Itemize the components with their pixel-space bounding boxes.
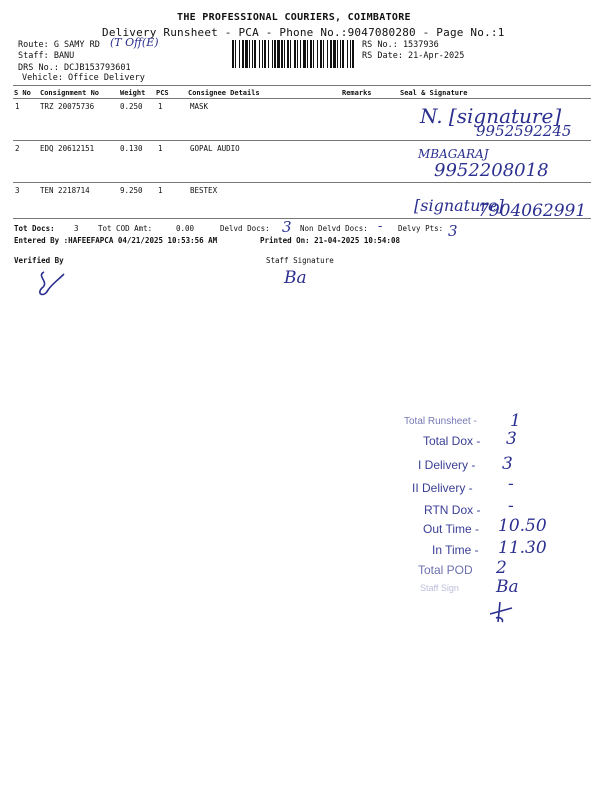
row2-consignment: EDQ 20612151 [40, 144, 95, 153]
tot-docs-label: Tot Docs: [14, 224, 55, 233]
barcode-bar [317, 40, 318, 68]
non-delvd-label: Non Delvd Docs: [300, 224, 368, 233]
entered-by: Entered By :HAFEEFAPCA 04/21/2025 10:53:56 AM [14, 236, 218, 245]
barcode-bar [249, 40, 250, 68]
barcode-bar [330, 40, 332, 68]
row2-signature-name: MBAGARAJ [418, 147, 489, 161]
delvd-value: 3 [282, 218, 292, 236]
barcode-bar [313, 40, 314, 68]
summary-label-staff-sign: Staff Sign [420, 583, 459, 593]
barcode-bar [333, 40, 336, 68]
summary-value-out-time: 10.50 [498, 516, 547, 536]
barcode-bar [284, 40, 285, 68]
row3-consignee: BESTEX [190, 186, 218, 195]
barcode-bar [274, 40, 276, 68]
summary-label-total-dox: Total Dox - [423, 434, 481, 448]
barcode-bar [337, 40, 338, 68]
barcode-bar [239, 40, 240, 68]
barcode-bar [297, 40, 298, 68]
barcode-bar [242, 40, 244, 68]
row3-pcs: 1 [158, 186, 163, 195]
col-consignee: Consignee Details [188, 89, 260, 97]
row2-signature-phone: 9952208018 [434, 160, 549, 181]
table-bottom-rule [13, 218, 591, 219]
barcode-bar [252, 40, 253, 68]
barcode-bar [342, 40, 344, 68]
row3-signature-name: [signature] [414, 196, 504, 215]
barcode-bar [294, 40, 296, 68]
barcode-bar [327, 40, 328, 68]
summary-label-second-delivery: II Delivery - [412, 481, 473, 495]
barcode-bar [347, 40, 348, 68]
row2-consignee: GOPAL AUDIO [190, 144, 240, 153]
row3-signature-phone: 7904062991 [478, 201, 587, 221]
summary-value-rtn-dox: - [508, 496, 514, 516]
summary-signature-mark [486, 598, 516, 624]
delvy-pts-label: Delvy Pts: [398, 224, 444, 233]
barcode-bar [300, 40, 301, 68]
cod-value: 0.00 [176, 224, 195, 233]
row1-pcs: 1 [158, 102, 163, 111]
barcode-bar [272, 40, 273, 68]
verified-signature [30, 268, 66, 300]
summary-label-out-time: Out Time - [423, 522, 480, 536]
barcode-bar [262, 40, 263, 68]
barcode-bar [245, 40, 248, 68]
staff-name: Staff: BANU [18, 51, 75, 61]
summary-value-runsheet: 1 [510, 411, 521, 431]
tot-docs-value: 3 [74, 224, 79, 233]
col-consignment: Consignment No [40, 89, 100, 97]
barcode-bar [303, 40, 306, 68]
staff-signature-label: Staff Signature [266, 256, 334, 265]
delvd-label: Delvd Docs: [220, 224, 270, 233]
barcode-bar [268, 40, 269, 68]
barcode-bar [259, 40, 260, 68]
col-weight: Weight [120, 89, 146, 97]
row1-consignment: TRZ 20075736 [40, 102, 95, 111]
row1-sno: 1 [15, 102, 20, 111]
row3-weight: 9.250 [120, 186, 143, 195]
row2-rule [13, 182, 591, 183]
cod-label: Tot COD Amt: [98, 224, 153, 233]
barcode-bar [277, 40, 280, 68]
rs-date: RS Date: 21-Apr-2025 [362, 51, 465, 61]
route-handwritten-note: (T Off(E) [110, 36, 159, 49]
row1-signature-phone: 9952592245 [476, 122, 572, 140]
row3-sno: 3 [15, 186, 20, 195]
staff-signature: Ba [284, 268, 307, 288]
summary-label-first-delivery: I Delivery - [418, 458, 476, 472]
barcode-bar [307, 40, 308, 68]
row2-sno: 2 [15, 144, 20, 153]
barcode-bar [352, 40, 354, 68]
drs-number: DRS No.: DCJB153793601 [18, 63, 131, 73]
table-header-rule [13, 98, 591, 99]
company-name: THE PROFESSIONAL COURIERS, COIMBATORE [177, 12, 411, 23]
delvy-pts-value: 3 [448, 222, 458, 240]
summary-value-second-delivery: - [508, 474, 514, 494]
barcode-bar [320, 40, 322, 68]
col-remarks: Remarks [342, 89, 372, 97]
summary-value-staff-sign: Ba [496, 577, 519, 597]
summary-value-total-dox: 3 [506, 429, 517, 449]
barcode-bar [290, 40, 291, 68]
summary-label-runsheet: Total Runsheet - [404, 416, 477, 427]
barcode-bar [323, 40, 324, 68]
row1-weight: 0.250 [120, 102, 143, 111]
barcode-bar [254, 40, 256, 68]
summary-label-rtn-dox: RTN Dox - [424, 503, 481, 517]
row3-consignment: TEN 2218714 [40, 186, 90, 195]
col-sno: S No [14, 89, 31, 97]
row2-pcs: 1 [158, 144, 163, 153]
row1-rule [13, 140, 591, 141]
summary-label-total-pod: Total POD [418, 563, 473, 577]
barcode-bar [350, 40, 351, 68]
barcode [232, 40, 354, 68]
summary-label-in-time: In Time - [432, 543, 479, 557]
barcode-bar [232, 40, 234, 68]
runsheet-title: Delivery Runsheet - PCA - Phone No.:9047080280 - Page No.:1 [102, 26, 505, 39]
rs-number: RS No.: 1537936 [362, 40, 439, 50]
barcode-bar [281, 40, 283, 68]
summary-value-first-delivery: 3 [502, 454, 513, 474]
table-top-rule [13, 85, 591, 86]
vehicle: Vehicle: Office Delivery [22, 73, 145, 83]
row1-consignee: MASK [190, 102, 209, 111]
verified-by-label: Verified By [14, 256, 64, 265]
summary-value-total-pod: 2 [496, 558, 507, 578]
printed-on: Printed On: 21-04-2025 10:54:08 [260, 236, 400, 245]
barcode-bar [235, 40, 236, 68]
barcode-bar [287, 40, 289, 68]
non-delvd-value: - [378, 219, 383, 234]
col-seal-signature: Seal & Signature [400, 89, 468, 97]
route: Route: G SAMY RD [18, 40, 100, 50]
summary-value-in-time: 11.30 [498, 538, 547, 558]
row1-signature-name: N. [signature] [420, 104, 562, 128]
row2-weight: 0.130 [120, 144, 143, 153]
col-pcs: PCS [156, 89, 169, 97]
barcode-bar [310, 40, 312, 68]
barcode-bar [340, 40, 341, 68]
barcode-bar [264, 40, 266, 68]
